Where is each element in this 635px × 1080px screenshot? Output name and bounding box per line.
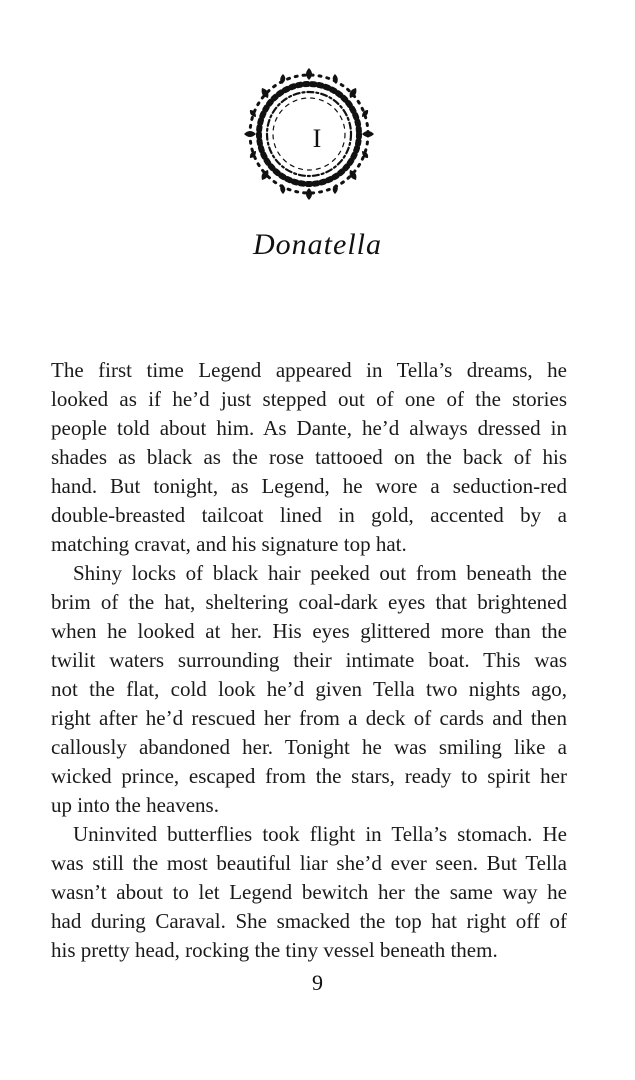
text-line: Shiny locks of black hair peeked out from beneath the (73, 561, 567, 585)
text-line: his pretty head, rocking the tiny vessel beneath them. (51, 938, 498, 962)
text-line: brim of the hat, sheltering coal-dark eyes that brightened (51, 590, 567, 614)
text-line: shades as black as the rose tattooed on the back of his (51, 445, 567, 469)
paragraph (51, 559, 567, 820)
chapter-title: Donatella (253, 228, 382, 261)
text-line: double-breasted tailcoat lined in gold, accented by a (51, 503, 567, 527)
text-line: twilit waters surrounding their intimate boat. This was (51, 648, 567, 672)
chapter-number: I (312, 124, 323, 153)
text-line: callously abandoned her. Tonight he was smiling like a (51, 735, 567, 759)
text-line: when he looked at her. His eyes glittered more than the (51, 619, 567, 643)
text-line: people told about him. As Dante, he’d always dressed in (51, 416, 567, 440)
paragraph (51, 820, 567, 965)
text-line: was still the most beautiful liar she’d ever seen. But Tella (51, 851, 567, 875)
text-line: Uninvited butterflies took flight in Tella’s stomach. He (73, 822, 567, 846)
text-line: not the flat, cold look he’d given Tella two nights ago, (51, 677, 567, 701)
text-line: wicked prince, escaped from the stars, ready to spirit her (51, 764, 567, 788)
text-line: wasn’t about to let Legend bewitch her the same way he (51, 880, 567, 904)
paragraph (51, 356, 567, 559)
text-line: right after he’d rescued her from a deck of cards and then (51, 706, 567, 730)
text-line: looked as if he’d just stepped out of one of the stories (51, 387, 567, 411)
text-line: The first time Legend appeared in Tella’s dreams, he (51, 358, 567, 382)
text-line: up into the heavens. (51, 793, 219, 817)
text-line: had during Caraval. She smacked the top hat right off of (51, 909, 567, 933)
text-line: hand. But tonight, as Legend, he wore a seduction-red (51, 474, 567, 498)
page-number: 9 (312, 970, 323, 995)
chapter-body (51, 356, 567, 965)
text-line: matching cravat, and his signature top hat. (51, 532, 407, 556)
